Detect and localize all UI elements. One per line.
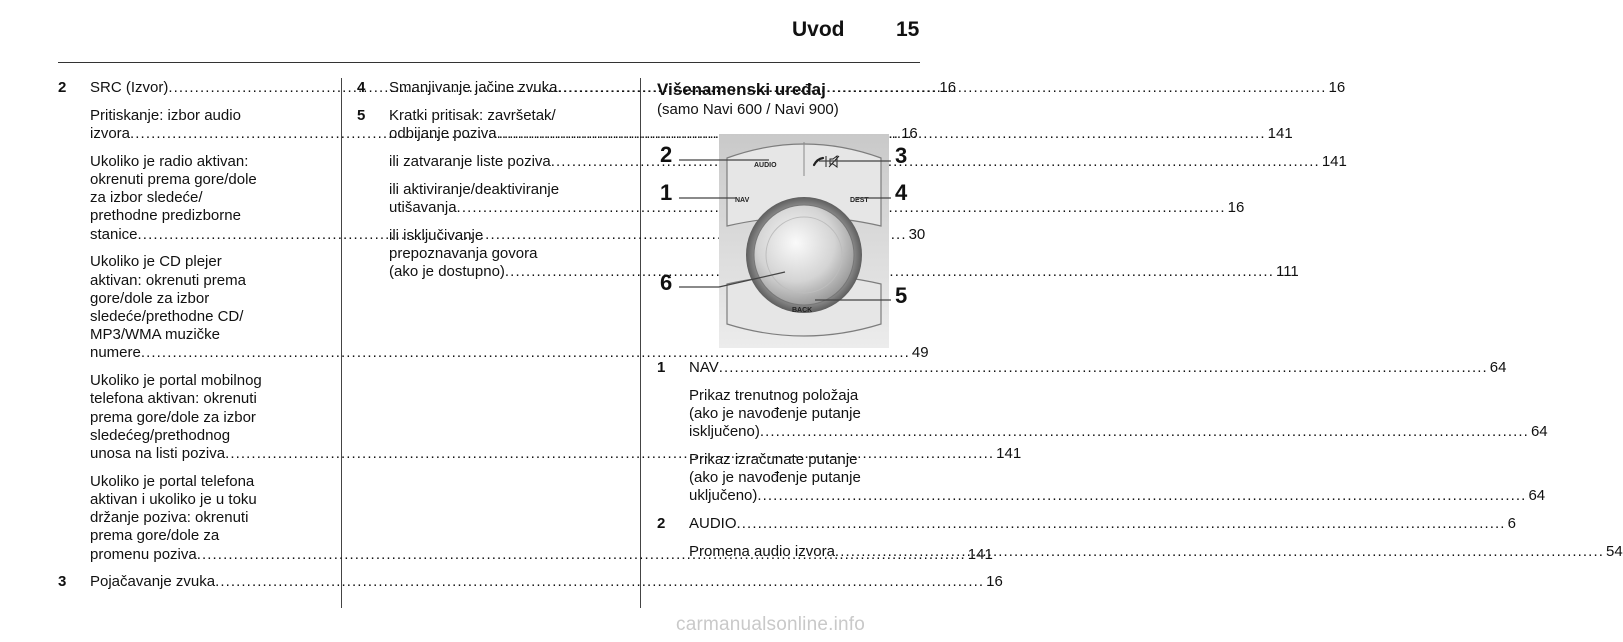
- entry-body: [90, 573, 1003, 591]
- entry-line: telefona aktivan: okrenuti: [90, 390, 257, 408]
- page-reference[interactable]: 64: [1530, 423, 1548, 441]
- entry-reference-line: [689, 515, 1516, 533]
- entry-line: ili isključivanje: [389, 226, 484, 244]
- page-reference[interactable]: 6: [1507, 515, 1516, 533]
- nav-button-label: NAV: [735, 197, 750, 204]
- page-reference[interactable]: 141: [967, 545, 993, 563]
- page-reference[interactable]: 64: [1489, 359, 1507, 376]
- entry-text: promenu poziva: [90, 545, 197, 563]
- page-reference[interactable]: 111: [1275, 263, 1299, 280]
- index-entry: [657, 359, 1507, 377]
- entry-text: (ako je dostupno): [389, 263, 505, 280]
- entry-line: okrenuti prema gore/dole: [90, 171, 257, 188]
- page-reference[interactable]: 54: [1605, 543, 1623, 560]
- entry-number: 3: [58, 573, 67, 591]
- callout-1: 1: [660, 180, 673, 205]
- entry-number: 2: [58, 79, 67, 96]
- entry-text: uključeno): [689, 487, 758, 505]
- entry-line: Pritiskanje: izbor audio: [90, 106, 241, 124]
- page-reference[interactable]: 141: [996, 445, 1022, 463]
- entry-reference-line: [689, 359, 1506, 377]
- dot-leader: [760, 423, 1529, 441]
- entry-reference-line: [689, 543, 1623, 561]
- entry-number: 1: [657, 359, 666, 376]
- entry-line: Prikaz trenutnog položaja: [689, 386, 859, 404]
- watermark: carmanualsonline.info: [676, 614, 866, 635]
- entry-text: unosa na listi poziva: [90, 445, 226, 463]
- page-reference[interactable]: 64: [1528, 487, 1546, 505]
- section-title: Višenamenski uređaj: [657, 80, 826, 99]
- entry-line: sledeće/prethodne CD/: [90, 308, 244, 326]
- dot-leader: [215, 573, 984, 591]
- header-rule: [58, 62, 920, 63]
- entry-line: (ako je navođenje putanje: [689, 405, 861, 422]
- entry-line: aktivan i ukoliko je u toku: [90, 491, 257, 509]
- index-entry: [657, 515, 1516, 533]
- entry-text: SRC (Izvor): [90, 79, 169, 96]
- rotary-knob: [754, 205, 854, 305]
- entry-line: Ukoliko je radio aktivan:: [90, 152, 249, 170]
- entry-text: AUDIO: [689, 515, 737, 533]
- entry-number: 4: [357, 79, 366, 96]
- index-entry: [58, 573, 1003, 591]
- dot-leader: [719, 359, 1488, 377]
- entry-line: za izbor sledeće/: [90, 189, 203, 207]
- page-number: 15: [896, 18, 920, 41]
- entry-text: isključeno): [689, 423, 760, 441]
- page-reference[interactable]: 16: [1328, 79, 1346, 96]
- entry-text: numere: [90, 344, 141, 362]
- entry-text: odbijanje poziva: [389, 125, 497, 142]
- page-reference[interactable]: 30: [908, 225, 926, 243]
- entry-body: [689, 387, 1548, 442]
- entry-line: (ako je navođenje putanje: [689, 469, 861, 487]
- page-reference[interactable]: 16: [986, 573, 1003, 591]
- entry-line: držanje poziva: okrenuti: [90, 509, 249, 527]
- entry-line: sledećeg/prethodnog: [90, 426, 231, 444]
- entry-text: stanice: [90, 225, 138, 243]
- entry-text: NAV: [689, 359, 719, 376]
- entry-line: Ukoliko je CD plejer: [90, 253, 222, 271]
- back-button-label: BACK: [792, 307, 813, 314]
- callout-6: 6: [660, 270, 673, 295]
- page-reference[interactable]: 49: [911, 344, 929, 362]
- entry-body: [689, 515, 1516, 533]
- entry-line: prema gore/dole za izbor: [90, 408, 256, 426]
- page-reference[interactable]: 16: [939, 79, 957, 96]
- entry-reference-line: [689, 487, 1545, 505]
- multifunction-controller-photo: [657, 134, 920, 348]
- section-subtitle: (samo Navi 600 / Navi 900): [657, 101, 839, 118]
- entry-number: 2: [657, 515, 666, 533]
- page-reference[interactable]: 141: [1321, 152, 1347, 170]
- header-title: Uvod: [792, 18, 845, 41]
- entry-line: prema gore/dole za: [90, 527, 220, 545]
- entry-body: [689, 359, 1506, 377]
- entry-body: [689, 543, 1623, 561]
- entry-text: utišavanja: [389, 198, 457, 216]
- index-entry: [657, 386, 1548, 442]
- entry-text: Pojačavanje zvuka: [90, 573, 216, 591]
- page-reference[interactable]: 16: [901, 125, 918, 142]
- dest-button-label: DEST: [850, 197, 869, 204]
- entry-reference-line: [90, 573, 1003, 591]
- entry-line: prepoznavanja govora: [389, 244, 538, 262]
- entry-reference-line: [689, 423, 1548, 441]
- entry-text: izvora: [90, 125, 131, 142]
- entry-line: aktivan: okrenuti prema: [90, 271, 246, 289]
- entry-line: prethodne predizborne: [90, 207, 241, 225]
- entry-number: 5: [357, 106, 366, 124]
- dot-leader: [835, 543, 1604, 561]
- entry-line: Ukoliko je portal mobilnog: [90, 372, 262, 390]
- page-reference[interactable]: 141: [1267, 125, 1293, 142]
- entry-line: ili aktiviranje/deaktiviranje: [389, 180, 560, 198]
- dot-leader: [757, 487, 1526, 505]
- entry-line: Kratki pritisak: završetak/: [389, 106, 556, 124]
- controller-illustration: [657, 134, 920, 348]
- entry-text: Promena audio izvora: [689, 543, 835, 560]
- dot-leader: [737, 515, 1506, 533]
- entry-text: Smanjivanje jačine zvuka: [389, 79, 558, 96]
- callout-2: 2: [660, 142, 673, 167]
- entry-text: ili zatvaranje liste poziva: [389, 152, 551, 170]
- entry-body: [689, 451, 1545, 506]
- audio-button-label: AUDIO: [754, 162, 777, 169]
- entry-line: gore/dole za izbor: [90, 289, 210, 307]
- entry-line: Ukoliko je portal telefona: [90, 472, 255, 490]
- page-reference[interactable]: 16: [1227, 198, 1245, 216]
- callout-5: 5: [895, 283, 908, 308]
- callout-4: 4: [895, 180, 908, 205]
- entry-line: Prikaz izračunate putanje: [689, 451, 858, 468]
- callout-3: 3: [895, 143, 908, 168]
- entry-line: MP3/WMA muzičke: [90, 326, 221, 344]
